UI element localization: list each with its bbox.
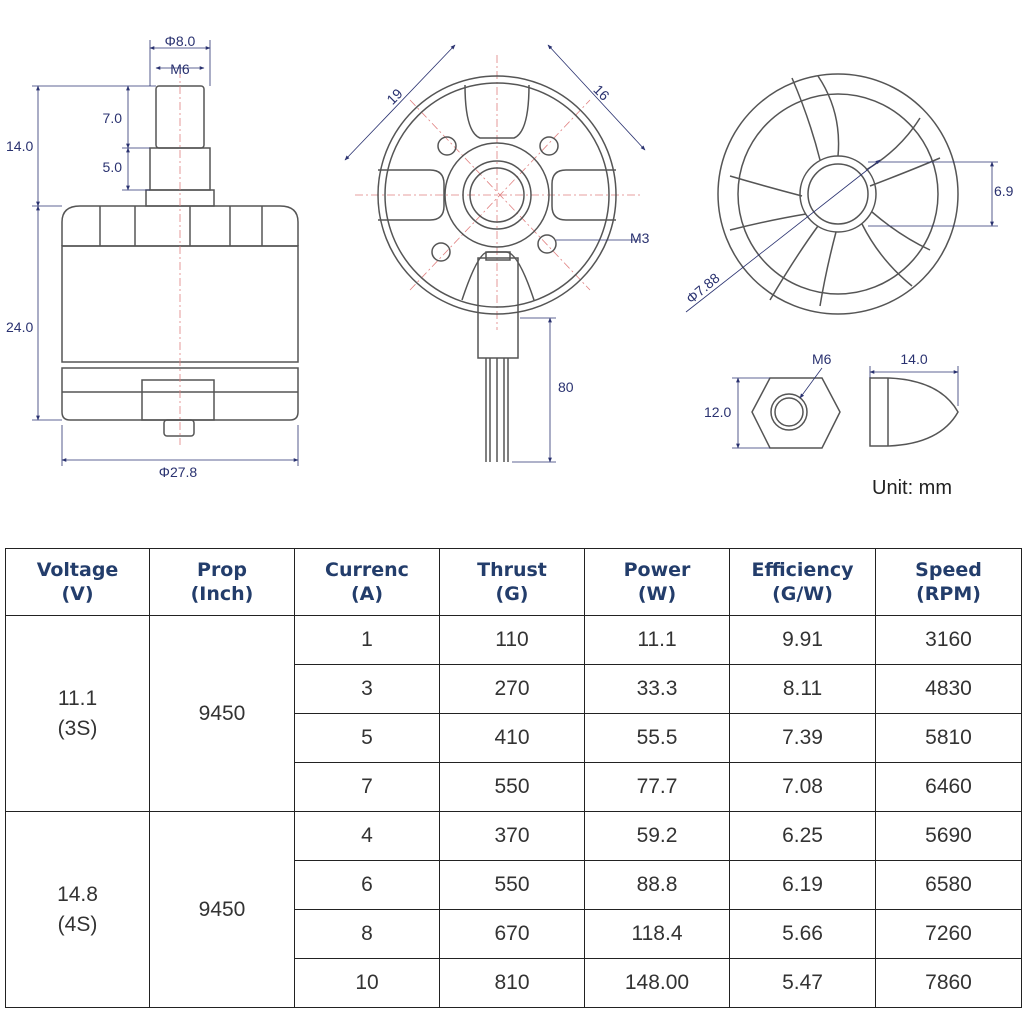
- prop-cell: 9450: [150, 616, 295, 812]
- table-header-row: [6, 549, 1022, 616]
- mount-hole: [438, 137, 456, 155]
- power-cell: 55.5: [585, 714, 730, 763]
- speed-cell: 5810: [876, 714, 1022, 763]
- dim-thread: M6: [170, 61, 190, 77]
- prop-cap: [870, 378, 958, 446]
- thrust-cell: 270: [440, 665, 585, 714]
- current-cell: 8: [295, 910, 440, 959]
- power-cell: 148.00: [585, 959, 730, 1008]
- prop-cell: 9450: [150, 812, 295, 1008]
- header-efficiency: Efficiency (G/W): [730, 549, 876, 616]
- unit-label: Unit: mm: [872, 477, 952, 499]
- top-hub: [800, 156, 876, 232]
- header-current: Currenc (A): [295, 549, 440, 616]
- top-view: [683, 74, 1014, 314]
- bottom-view: [345, 45, 650, 462]
- current-cell: 10: [295, 959, 440, 1008]
- speed-cell: 6460: [876, 763, 1022, 812]
- thrust-cell: 410: [440, 714, 585, 763]
- dim-outer: Φ7.88: [682, 269, 723, 307]
- dim-screw: M3: [630, 230, 650, 246]
- efficiency-cell: 9.91: [730, 616, 876, 665]
- current-cell: 7: [295, 763, 440, 812]
- power-cell: 33.3: [585, 665, 730, 714]
- efficiency-cell: 5.66: [730, 910, 876, 959]
- speed-cell: 6580: [876, 861, 1022, 910]
- thrust-cell: 550: [440, 763, 585, 812]
- thrust-cell: 810: [440, 959, 585, 1008]
- mount-hole: [432, 243, 450, 261]
- dim-body-height: 24.0: [6, 319, 34, 335]
- efficiency-cell: 6.19: [730, 861, 876, 910]
- voltage-cell: 11.1 (3S): [6, 616, 150, 812]
- speed-cell: 4830: [876, 665, 1022, 714]
- current-cell: 3: [295, 665, 440, 714]
- efficiency-cell: 5.47: [730, 959, 876, 1008]
- speed-cell: 3160: [876, 616, 1022, 665]
- header-thrust: Thrust (G): [440, 549, 585, 616]
- prop-nut-view: [704, 351, 840, 448]
- top-outer-ring: [718, 74, 958, 314]
- power-cell: 11.1: [585, 616, 730, 665]
- dim-nut-width: 12.0: [704, 404, 732, 420]
- dim-center-bore: 6.9: [994, 183, 1014, 199]
- dim-cap-length: 14.0: [900, 351, 928, 367]
- dim-body-diameter: Φ27.8: [158, 464, 198, 480]
- dim-wire-length: 80: [558, 379, 574, 395]
- dim-thread-length: 7.0: [102, 110, 122, 126]
- dim-nut-thread: M6: [812, 351, 832, 367]
- thrust-cell: 370: [440, 812, 585, 861]
- dim-shaft-total: 14.0: [6, 138, 34, 154]
- header-voltage: Voltage (V): [6, 549, 150, 616]
- dim-hole-spacing-a: 19: [383, 85, 406, 108]
- speed-cell: 5690: [876, 812, 1022, 861]
- dim-hole-spacing-b: 16: [590, 81, 613, 104]
- current-cell: 5: [295, 714, 440, 763]
- dim-shaft-diameter: Φ8.0: [164, 33, 196, 49]
- voltage-cell: 14.8 (4S): [6, 812, 150, 1008]
- table-row: [6, 812, 1022, 861]
- table-row: [6, 616, 1022, 665]
- header-speed: Speed (RPM): [876, 549, 1022, 616]
- power-cell: 118.4: [585, 910, 730, 959]
- header-power: Power (W): [585, 549, 730, 616]
- efficiency-cell: 7.39: [730, 714, 876, 763]
- side-view: [6, 33, 298, 480]
- current-cell: 6: [295, 861, 440, 910]
- dim-shaft-step: 5.0: [102, 159, 122, 175]
- thrust-cell: 110: [440, 616, 585, 665]
- mount-hole: [540, 137, 558, 155]
- current-cell: 4: [295, 812, 440, 861]
- thrust-cell: 670: [440, 910, 585, 959]
- power-cell: 88.8: [585, 861, 730, 910]
- performance-table: [5, 548, 1022, 1008]
- header-prop: Prop (Inch): [150, 549, 295, 616]
- hex-nut: [752, 378, 840, 448]
- wire-sleeve: [478, 258, 518, 358]
- speed-cell: 7260: [876, 910, 1022, 959]
- power-cell: 77.7: [585, 763, 730, 812]
- efficiency-cell: 7.08: [730, 763, 876, 812]
- speed-cell: 7860: [876, 959, 1022, 1008]
- mount-hole: [538, 235, 556, 253]
- current-cell: 1: [295, 616, 440, 665]
- efficiency-cell: 6.25: [730, 812, 876, 861]
- thrust-cell: 550: [440, 861, 585, 910]
- efficiency-cell: 8.11: [730, 665, 876, 714]
- power-cell: 59.2: [585, 812, 730, 861]
- prop-cap-view: [870, 351, 958, 446]
